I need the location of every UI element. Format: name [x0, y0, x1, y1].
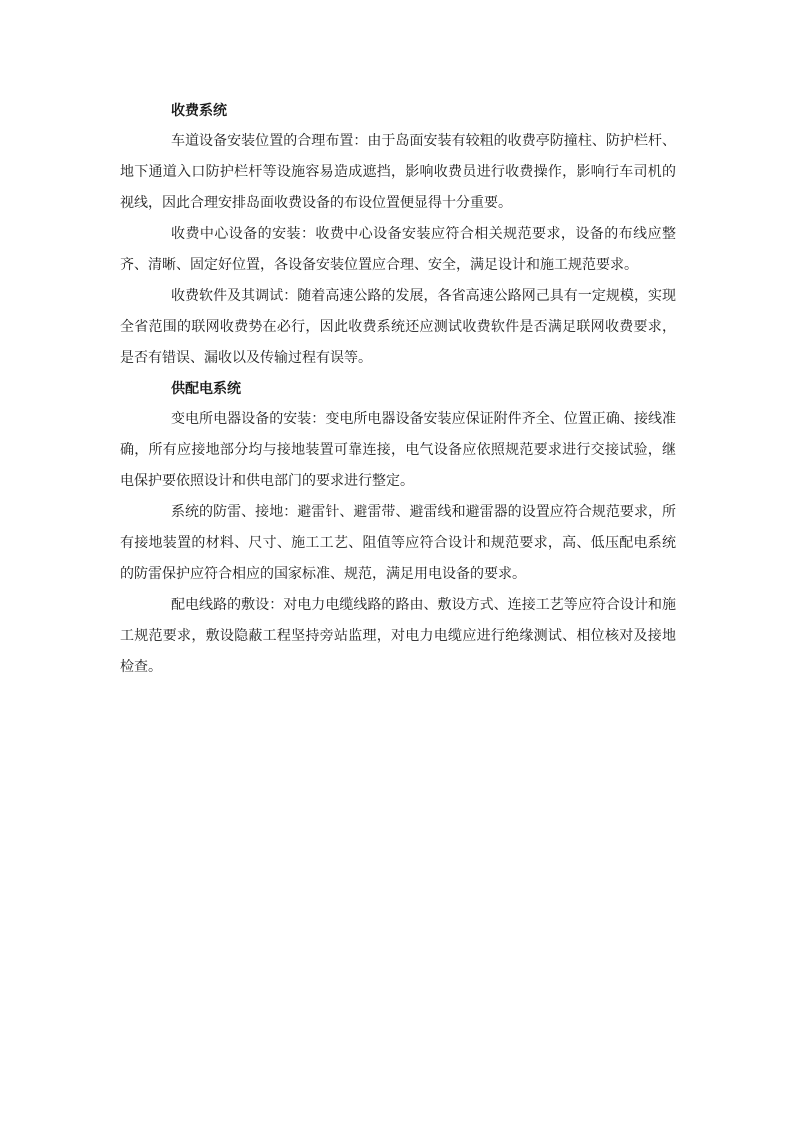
paragraph-lane-equipment: 车道设备安装位置的合理布置：由于岛面安装有较粗的收费亭防撞柱、防护栏杆、地下通道入口防护栏杆等设施容易造成遮挡，影响收费员进行收费操作，影响行车司机的视线，因此合理安排岛面收费设备的布设位置便显得十分重要。 — [120, 133, 676, 211]
paragraph-toll-software: 收费软件及其调试：随着高速公路的发展，各省高速公路网己具有一定规模，实现全省范围的联网收费势在必行，因此收费系统还应测试收费软件是否满足联网收费要求，是否有错误、漏收以及传输过程有误等。 — [120, 288, 676, 366]
section-heading-power-supply: 供配电系统 — [171, 381, 241, 397]
paragraph-substation-equipment: 变电所电器设备的安装：变电所电器设备安装应保证附件齐全、位置正确、接线准确，所有应接地部分均与接地装置可靠连接，电气设备应依照规范要求进行交接试验，继电保护要依照设计和供电部门的要求进行整定。 — [120, 411, 676, 489]
paragraph-toll-center-equipment: 收费中心设备的安装：收费中心设备安装应符合相关规范要求，设备的布线应整齐、清晰、固定好位置，各设备安装位置应合理、安全，满足设计和施工规范要求。 — [120, 226, 676, 273]
section-heading-toll-system: 收费系统 — [171, 103, 227, 119]
paragraph-power-line-laying: 配电线路的敷设：对电力电缆线路的路由、敷设方式、连接工艺等应符合设计和施工规范要求，敷设隐蔽工程坚持旁站监理，对电力电缆应进行绝缘测试、相位核对及接地检查。 — [120, 597, 676, 675]
paragraph-lightning-grounding: 系统的防雷、接地：避雷针、避雷带、避雷线和避雷器的设置应符合规范要求，所有接地装置的材料、尺寸、施工工艺、阻值等应符合设计和规范要求，高、低压配电系统的防雷保护应符合相应的国家标准、规范，满足用电设备的要求。 — [120, 504, 676, 582]
document-body — [120, 96, 676, 683]
